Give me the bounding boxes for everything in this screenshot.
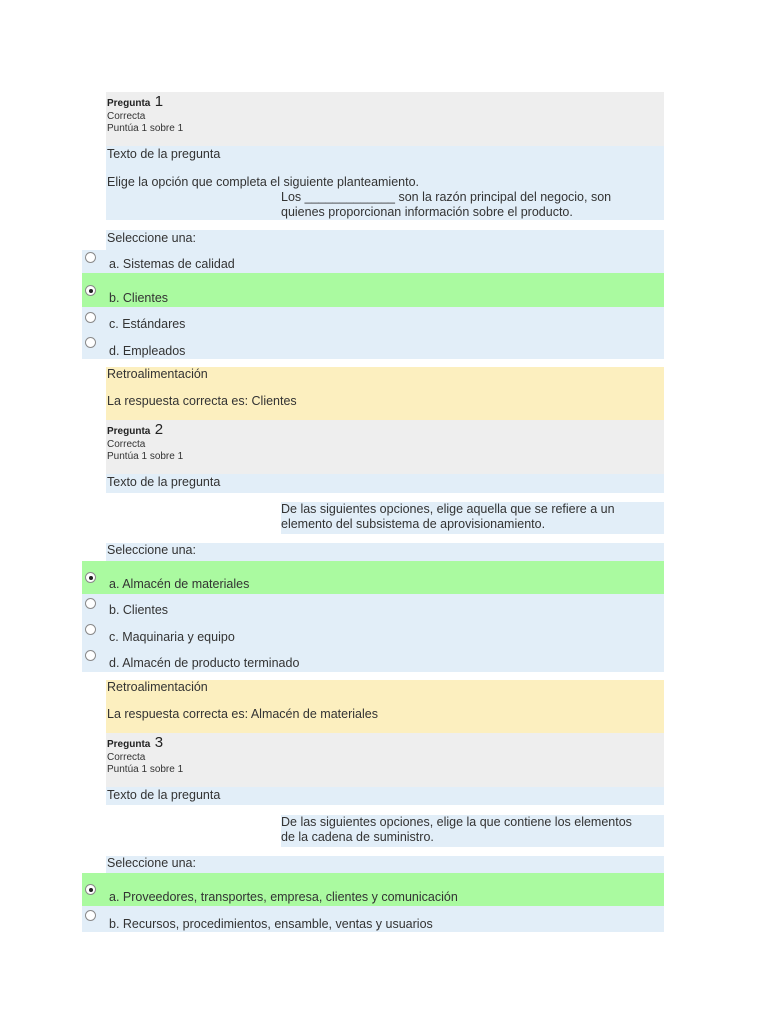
pregunta-label: Pregunta <box>107 98 151 109</box>
radio-button[interactable] <box>85 337 96 348</box>
question-3-title <box>107 734 163 752</box>
question-1-title <box>107 93 163 111</box>
q3-option-b[interactable] <box>82 906 664 932</box>
radio-button-selected[interactable] <box>85 884 96 895</box>
option-label: b. Clientes <box>109 291 169 305</box>
feedback-label: Retroalimentación <box>107 367 208 381</box>
q1-option-b[interactable] <box>82 273 664 307</box>
pregunta-label: Pregunta <box>107 426 151 437</box>
question-status: Correcta <box>107 752 146 763</box>
q2-option-c[interactable] <box>82 620 664 646</box>
question-text-label: Texto de la pregunta <box>106 787 664 805</box>
question-stem-line1: De las siguientes opciones, elige la que contiene los elementos <box>281 815 632 829</box>
question-1-feedback <box>106 367 664 420</box>
question-stem-line2: quienes proporcionan información sobre el producto. <box>281 205 573 219</box>
q1-option-d[interactable] <box>82 333 664 359</box>
feedback-label: Retroalimentación <box>107 680 208 694</box>
question-number: 1 <box>154 93 164 110</box>
q2-option-b[interactable] <box>82 594 664 620</box>
q1-option-a[interactable] <box>82 250 664 273</box>
q2-option-a[interactable] <box>82 561 664 594</box>
q3-option-a[interactable] <box>82 873 664 906</box>
question-status: Correcta <box>107 111 146 122</box>
question-instruction: Elige la opción que completa el siguiente planteamiento. <box>107 175 420 189</box>
question-2-feedback <box>106 680 664 733</box>
radio-button[interactable] <box>85 252 96 263</box>
option-label: c. Estándares <box>109 317 186 331</box>
question-number: 3 <box>154 734 164 751</box>
question-1-header <box>106 92 664 146</box>
question-text-label: Texto de la pregunta <box>107 147 221 161</box>
option-label: a. Sistemas de calidad <box>109 257 235 271</box>
question-stem-line1: Los _____________ son la razón principal del negocio, son <box>281 190 612 204</box>
question-score: Puntúa 1 sobre 1 <box>107 123 184 134</box>
select-one-label: Seleccione una: <box>106 856 664 874</box>
radio-button-selected[interactable] <box>85 572 96 583</box>
question-status: Correcta <box>107 439 146 450</box>
question-1-content <box>106 146 664 220</box>
question-2-header <box>106 420 664 474</box>
radio-button[interactable] <box>85 312 96 323</box>
option-label: a. Almacén de materiales <box>109 577 250 591</box>
option-label: d. Almacén de producto terminado <box>109 656 300 670</box>
option-label: b. Recursos, procedimientos, ensamble, ventas y usuarios <box>109 917 433 931</box>
q2-option-d[interactable] <box>82 646 664 672</box>
question-number: 2 <box>154 421 164 438</box>
option-label: b. Clientes <box>109 603 169 617</box>
question-score: Puntúa 1 sobre 1 <box>107 764 184 775</box>
select-one-label: Seleccione una: <box>106 230 664 250</box>
question-stem-line2: elemento del subsistema de aprovisionamiento. <box>281 517 546 531</box>
radio-button[interactable] <box>85 910 96 921</box>
question-stem-line1: De las siguientes opciones, elige aquella que se refiere a un <box>281 502 615 516</box>
option-label: c. Maquinaria y equipo <box>109 630 235 644</box>
question-2-title <box>107 421 163 439</box>
feedback-text: La respuesta correcta es: Almacén de materiales <box>107 707 378 721</box>
question-score: Puntúa 1 sobre 1 <box>107 451 184 462</box>
option-label: a. Proveedores, transportes, empresa, clientes y comunicación <box>109 890 458 904</box>
radio-button[interactable] <box>85 624 96 635</box>
feedback-text: La respuesta correcta es: Clientes <box>107 394 297 408</box>
question-stem-line2: de la cadena de suministro. <box>281 830 434 844</box>
pregunta-label: Pregunta <box>107 739 151 750</box>
radio-button-selected[interactable] <box>85 285 96 296</box>
option-label: d. Empleados <box>109 344 186 358</box>
radio-button[interactable] <box>85 598 96 609</box>
q1-option-c[interactable] <box>82 307 664 333</box>
question-text-label: Texto de la pregunta <box>106 474 664 493</box>
question-3-stem <box>281 815 664 847</box>
radio-button[interactable] <box>85 650 96 661</box>
question-2-stem <box>281 502 664 534</box>
select-one-label: Seleccione una: <box>106 543 664 561</box>
question-3-header <box>106 733 664 787</box>
